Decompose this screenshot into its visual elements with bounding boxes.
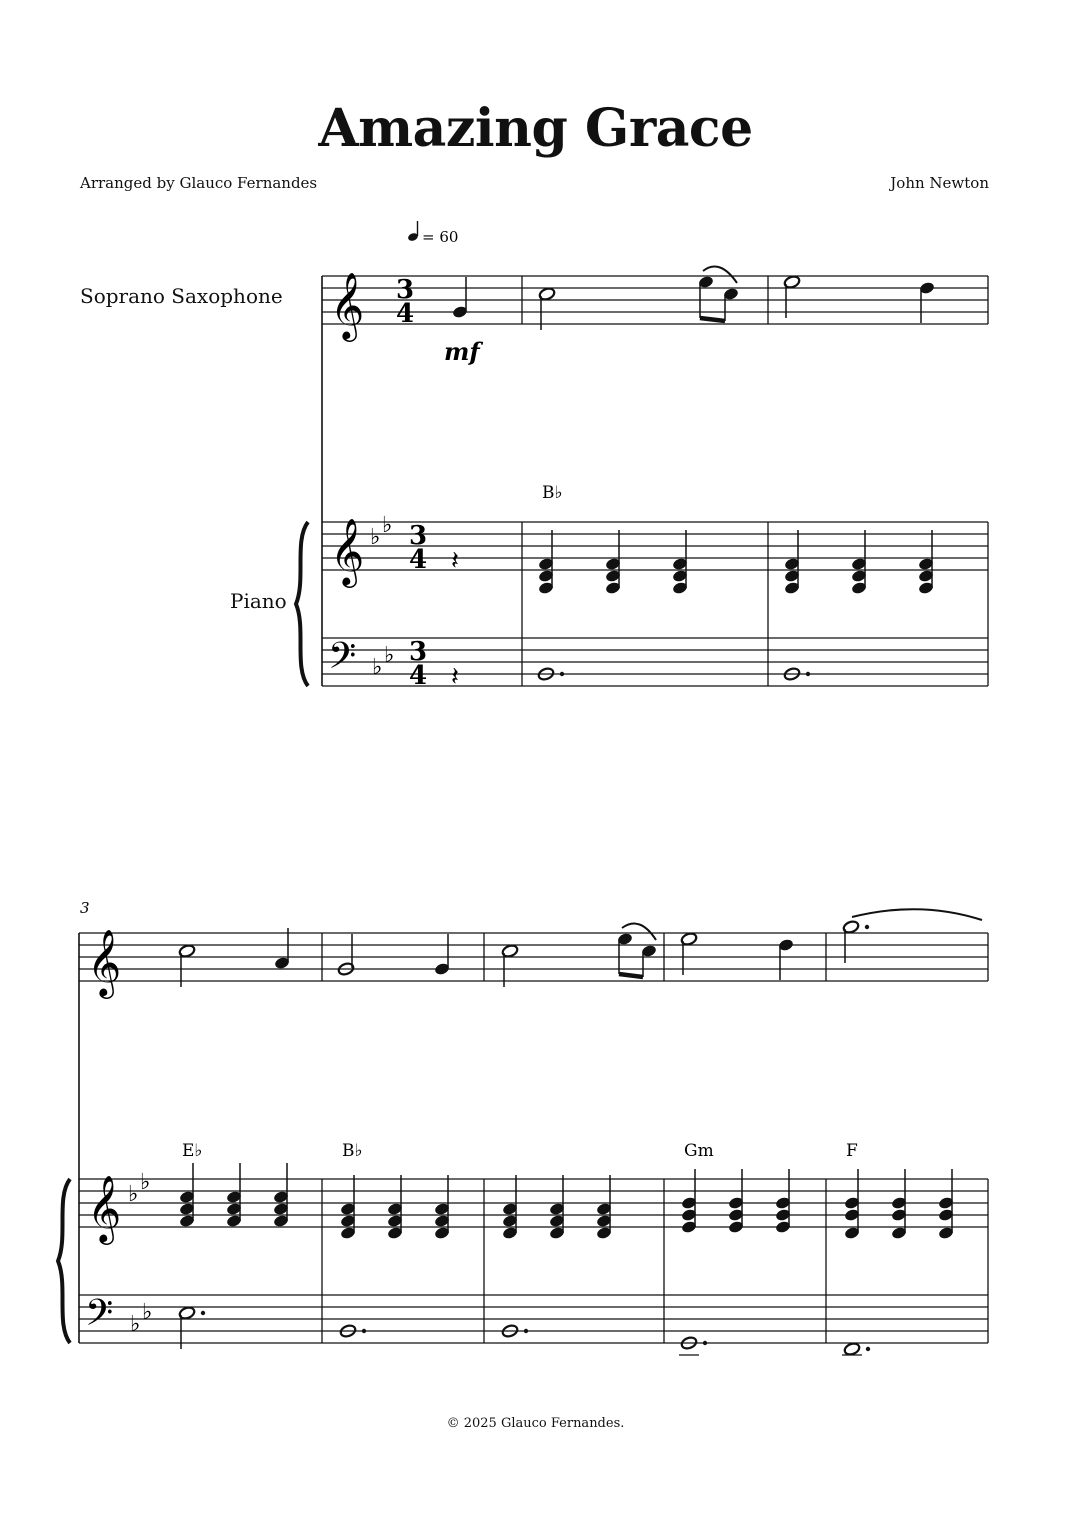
chord-symbol: B♭	[542, 483, 563, 503]
copyright-notice: © 2025 Glauco Fernandes.	[446, 1416, 625, 1431]
quarter-rest-icon: 𝄽	[451, 546, 459, 576]
chord-notes	[844, 1169, 861, 1240]
treble-clef-icon: 𝄞	[330, 517, 365, 585]
chord-symbol: B♭	[342, 1141, 363, 1161]
quarter-note-icon	[407, 221, 419, 242]
time-signature-top: 3	[408, 637, 428, 667]
chord-notes	[605, 530, 622, 595]
arranger-credit: Arranged by Glauco Fernandes	[80, 174, 318, 192]
time-signature-top: 3	[395, 275, 415, 305]
chord-notes	[891, 1169, 908, 1240]
time-signature-bottom: 4	[395, 299, 415, 329]
flat-icon: ♭	[140, 1170, 151, 1195]
treble-clef-icon: 𝄞	[87, 1174, 122, 1242]
bass-clef-icon: 𝄢	[85, 1292, 114, 1343]
instrument-label-saxophone: Soprano Saxophone	[80, 284, 283, 308]
piano-brace	[58, 1179, 70, 1343]
page-title: Amazing Grace	[318, 98, 753, 159]
piano-chords-s1	[538, 530, 935, 595]
chord-symbol: Gm	[684, 1141, 714, 1161]
flat-icon: ♭	[384, 643, 395, 668]
flat-icon: ♭	[130, 1312, 141, 1337]
chord-notes	[179, 1163, 196, 1228]
flat-icon: ♭	[372, 655, 383, 680]
chord-notes	[784, 530, 801, 595]
quarter-rest-icon: 𝄽	[451, 662, 459, 692]
bass-clef-icon: 𝄢	[328, 635, 357, 686]
flat-icon: ♭	[142, 1300, 153, 1325]
chord-notes	[549, 1175, 566, 1240]
chord-notes	[226, 1163, 243, 1228]
chord-symbol: E♭	[182, 1141, 203, 1161]
chord-notes	[538, 530, 555, 595]
time-signature-top: 3	[408, 521, 428, 551]
treble-clef-icon: 𝄞	[87, 928, 122, 996]
tempo-marking	[407, 221, 458, 246]
piano-chords-s2	[179, 1163, 955, 1240]
instrument-label-piano: Piano	[230, 589, 287, 613]
chord-notes	[502, 1175, 519, 1240]
treble-clef-icon: 𝄞	[330, 271, 365, 339]
composer-credit: John Newton	[890, 174, 989, 192]
chord-notes	[340, 1175, 357, 1240]
measure-number: 3	[80, 899, 90, 917]
piano-bass-staff-s2	[79, 1295, 988, 1343]
flat-icon: ♭	[382, 513, 393, 538]
saxophone-notes-s2	[178, 909, 982, 987]
saxophone-staff-s2	[79, 933, 988, 981]
chord-notes	[434, 1175, 451, 1240]
tempo-text: = 60	[422, 228, 459, 246]
chord-notes	[918, 530, 935, 595]
piano-brace	[296, 522, 308, 686]
time-signature-bottom: 4	[408, 661, 428, 691]
flat-icon: ♭	[128, 1182, 139, 1207]
time-signature-bottom: 4	[408, 545, 428, 575]
chord-notes	[672, 530, 689, 595]
chord-notes	[387, 1175, 404, 1240]
chord-notes	[596, 1175, 613, 1240]
flat-icon: ♭	[370, 525, 381, 550]
chord-notes	[938, 1169, 955, 1240]
chord-notes	[851, 530, 868, 595]
chord-notes	[273, 1163, 290, 1228]
chord-symbol: F	[846, 1141, 858, 1161]
dynamic-marking: mf	[444, 337, 480, 366]
saxophone-staff	[322, 276, 988, 324]
